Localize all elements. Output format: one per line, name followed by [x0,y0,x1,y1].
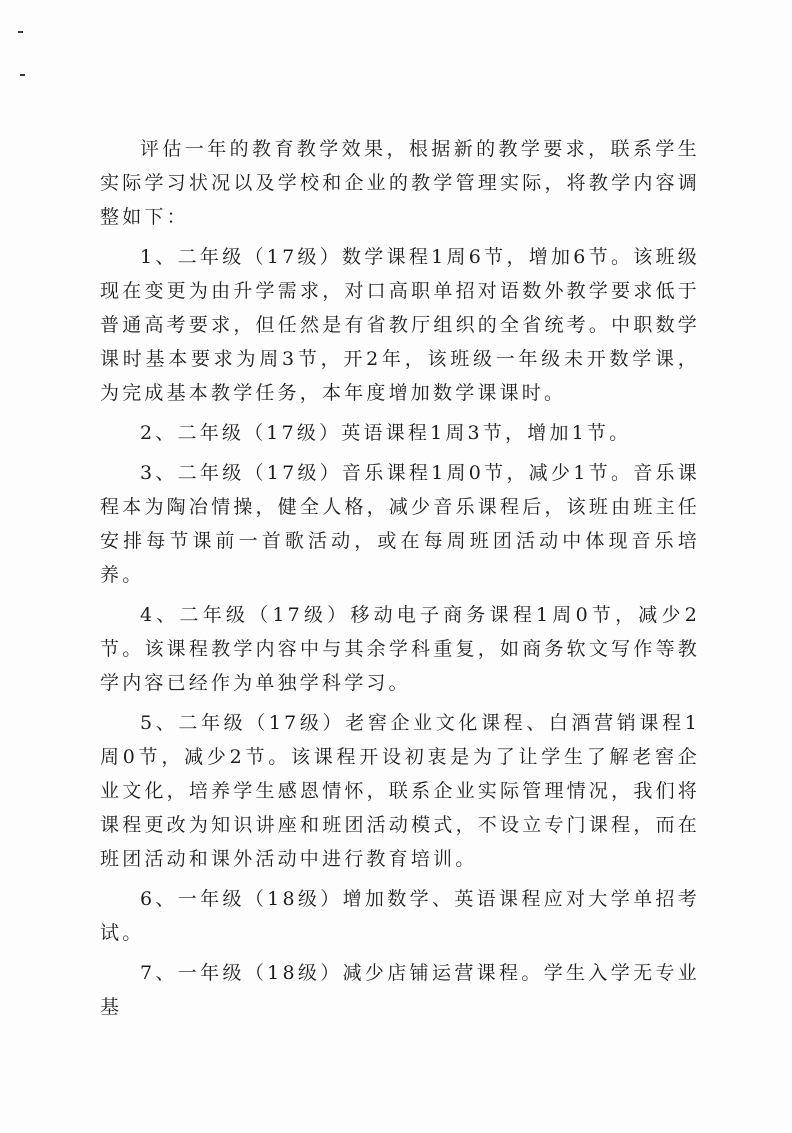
paragraph-item-7: 7、一年级（18级）减少店铺运营课程。学生入学无专业基 [100,962,700,1018]
document-body [100,132,700,1030]
paragraph-item-3: 3、二年级（17级）音乐课程1周0节，减少1节。音乐课程本为陶冶情操，健全人格，减少音乐课程后，该班由班主任安排每节课前一首歌活动，或在每周班团活动中体现音乐培养。 [100,462,700,586]
scan-mark [20,74,25,76]
paragraph-item-5: 5、二年级（17级）老窖企业文化课程、白酒营销课程1周0节，减少2节。该课程开设初衷是为了让学生了解老窖企业文化，培养学生感恩情怀，联系企业实际管理情况，我们将课程更改为知识讲座和班团活动模式，不设立专门课程，而在班团活动和课外活动中进行教育培训。 [100,712,700,870]
paragraph-item-4: 4、二年级（17级）移动电子商务课程1周0节，减少2节。该课程教学内容中与其余学科重复，如商务软文写作等教学内容已经作为单独学科学习。 [100,604,700,694]
scan-mark [18,31,23,33]
paragraph-intro: 评估一年的教育教学效果，根据新的教学要求，联系学生实际学习状况以及学校和企业的教学管理实际，将教学内容调整如下： [100,138,700,228]
paragraph-item-2: 2、二年级（17级）英语课程1周3节，增加1节。 [140,422,632,444]
paragraph-item-1: 1、二年级（17级）数学课程1周6节，增加6节。该班级现在变更为由升学需求，对口高职单招对语数外教学要求低于普通高考要求，但任然是有省教厅组织的全省统考。中职数学课时基本要求为周3节，开2年，该班级一年级未开数学课，为完成基本教学任务，本年度增加数学课课时。 [100,246,700,404]
paragraph-item-6: 6、一年级（18级）增加数学、英语课程应对大学单招考试。 [100,888,700,944]
